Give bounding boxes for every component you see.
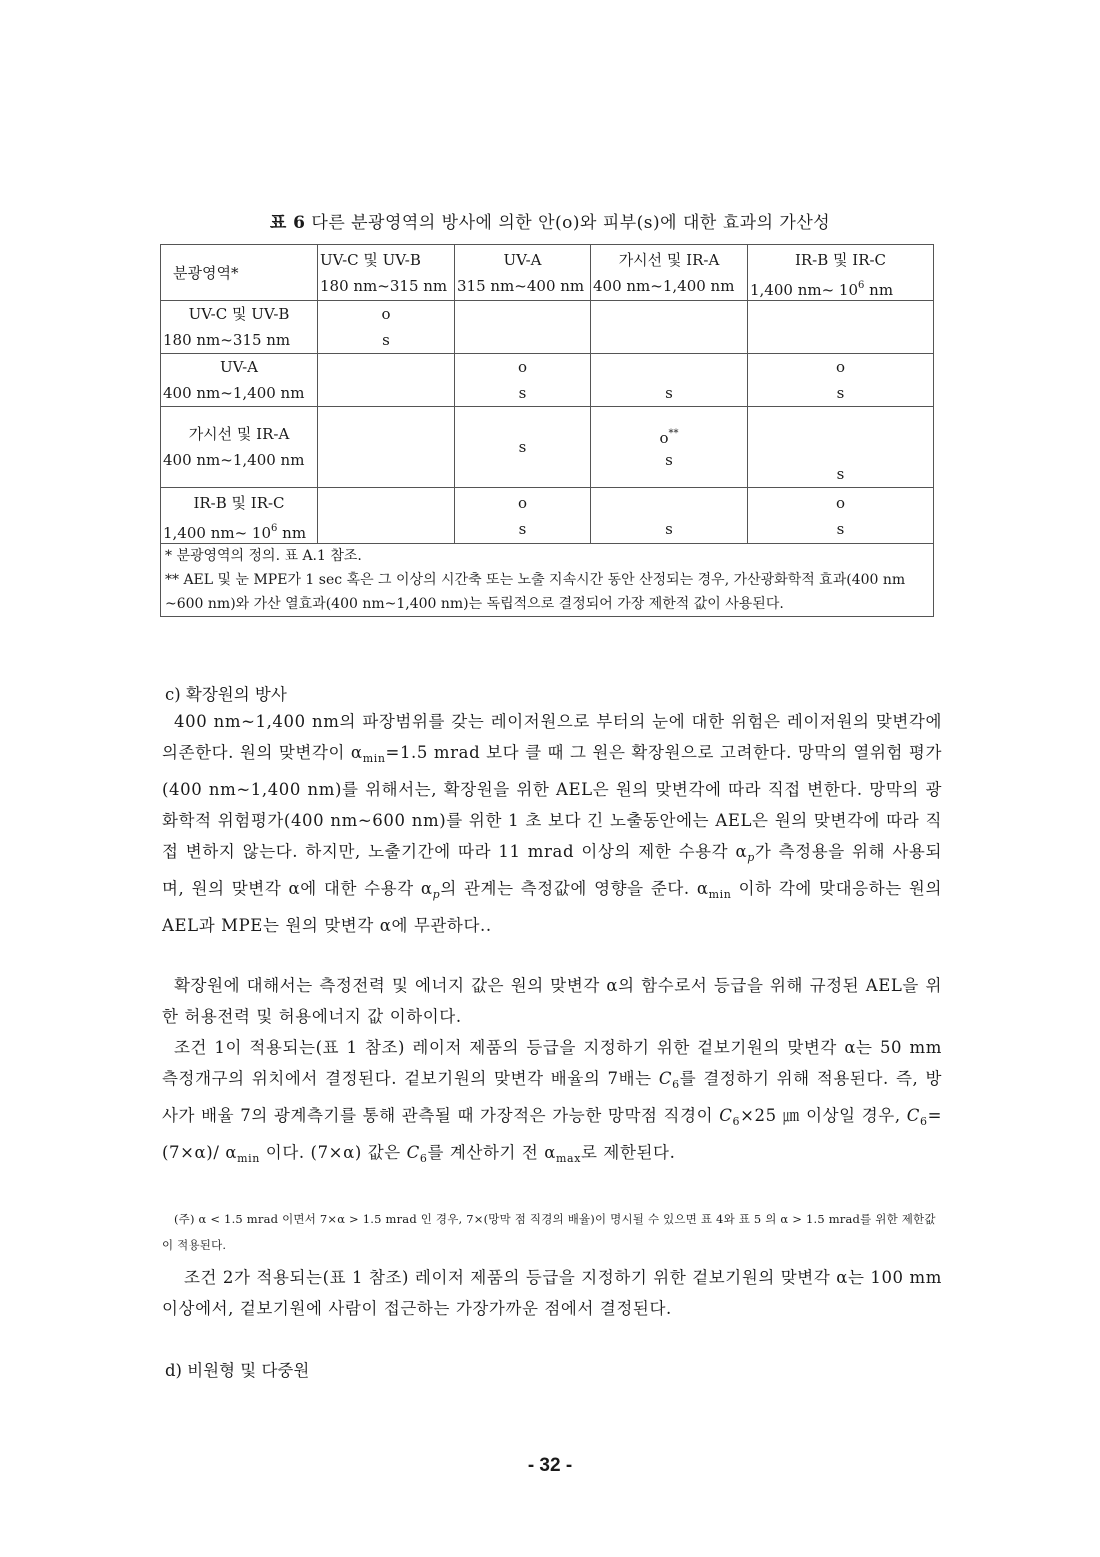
table-cell: s [748, 407, 934, 488]
header-corner: 분광영역* [161, 245, 318, 301]
table-row [161, 301, 934, 354]
table-cell: s [591, 488, 748, 544]
table-notes [161, 544, 934, 617]
table-cell: o s [748, 354, 934, 407]
table-cell [748, 301, 934, 354]
table-cell: s [455, 407, 591, 488]
table-note-1: * 분광영역의 정의. 표 A.1 참조. [165, 548, 362, 564]
table-cell: o s [318, 301, 455, 354]
table-title: 다른 분광영역의 방사에 의한 안(o)와 피부(s)에 대한 효과의 가산성 [311, 213, 831, 233]
table-cell: o s [455, 488, 591, 544]
header-col4: IR-B 및 IR-C 1,400 nm~ $10^6$ nm [748, 245, 934, 301]
table-cell: s [591, 354, 748, 407]
section-c-paragraph-2: 확장원에 대해서는 측정전력 및 에너지 값은 원의 맞변각 α의 함수로서 등급을 위해 규정된 AEL을 위한 허용전력 및 허용에너지 값 이하이다. [162, 976, 942, 1026]
row-label: 가시선 및 IR-A 400 nm~1,400 nm [161, 407, 318, 488]
table-notes-row [161, 544, 934, 617]
header-col3: 가시선 및 IR-A 400 nm~1,400 nm [591, 245, 748, 301]
table-cell: o** s [591, 407, 748, 488]
section-d-heading: d) 비원형 및 다중원 [165, 1361, 310, 1380]
additivity-table [160, 244, 934, 617]
table-cell [318, 354, 455, 407]
header-col1: UV-C 및 UV-B 180 nm~315 nm [318, 245, 455, 301]
table-row [161, 488, 934, 544]
section-c-heading: c) 확장원의 방사 [165, 685, 287, 704]
table-cell: o s [455, 354, 591, 407]
table-cell [591, 301, 748, 354]
row-label: UV-C 및 UV-B 180 nm~315 nm [161, 301, 318, 354]
table-caption [0, 208, 1100, 233]
section-c-paragraph-1: 400 nm~1,400 nm의 파장범위를 갖는 레이저원으로 부터의 눈에 대한 위험은 레이저원의 맞변각에 의존한다. 원의 맞변각이 $\alpha_{min}=1.5$ mrad 보다 클 때 그 원은 확장원으로 고려한다. 망막의 열위험 평가(400 nm~1,400 nm)를 위해서는, 확장원을 위한 AEL은 원의 맞변각에 따라 직접 변한다. 망막의 광화학적 위험평가(400 nm~600 nm)를 위한 1 초 보다 긴 노출동안에는 AEL은 원의 맞변각에 따라 직접 변하지 않는다. 하지만, 노출기간에 따라 11 mrad 이상의 제한 수용각 $\alpha_p$가 측정용을 위해 사용되며, 원의 맞변각 α에 대한 수용각 $\alpha_p$의 관계는 측정값에 영향을 준다. $\alpha_{min}$ 이하 각에 맞대응하는 원의 AEL과 MPE는 원의 맞변각 α에 무관하다.. [162, 712, 943, 935]
section-c-paragraph-4: 조건 2가 적용되는(표 1 참조) 레이저 제품의 등급을 지정하기 위한 겉보기원의 맞변각 α는 100 mm 이상에서, 겉보기원에 사람이 접근하는 가장가까운 점에서 결정된다. [162, 1268, 942, 1318]
section-c-paragraph-3: 조건 1이 적용되는(표 1 참조) 레이저 제품의 등급을 지정하기 위한 겉보기원의 맞변각 α는 50 mm 측정개구의 위치에서 결정된다. 겉보기원의 맞변각 배율의 7배는 $C_6$를 결정하기 위해 적용된다. 즉, 방사가 배율 7의 광계측기를 통해 관측될 때 가장적은 가능한 망막점 직경이 $C_6\times 25$ ㎛ 이상일 경우, $C_6= (7\times\alpha)/$ $\alpha_{min}$ 이다. (7×α) 값은 $C_6$를 계산하기 전 $\alpha_{max}$로 제한된다. [162, 1038, 943, 1165]
table-row [161, 354, 934, 407]
table-note-2: ** AEL 및 눈 MPE가 1 sec 혹은 그 이상의 시간축 또는 노출 지속시간 동안 산정되는 경우, 가산광화학적 효과(400 nm ~600 nm)와 가산 열효과(400 nm~1,400 nm)는 독립적으로 결정되어 가장 제한적 값이 사용된다. [165, 572, 906, 612]
table-header-row [161, 245, 934, 301]
table-row [161, 407, 934, 488]
remark-note: (주) α < 1.5 mrad 이면서 7×α > 1.5 mrad 인 경우, 7×(망막 점 직경의 배율)이 명시될 수 있으면 표 4와 표 5 의 α > 1.5 mrad를 위한 제한값이 적용된다. [162, 1212, 936, 1252]
table-cell [455, 301, 591, 354]
row-label: UV-A 400 nm~1,400 nm [161, 354, 318, 407]
header-col2: UV-A 315 nm~400 nm [455, 245, 591, 301]
row-label: IR-B 및 IR-C 1,400 nm~ $10^6$ nm [161, 488, 318, 544]
table-number: 표 6 [269, 213, 306, 233]
table-cell [318, 407, 455, 488]
table-cell: o s [748, 488, 934, 544]
table-cell [318, 488, 455, 544]
page-number: - 32 - [527, 1455, 573, 1476]
